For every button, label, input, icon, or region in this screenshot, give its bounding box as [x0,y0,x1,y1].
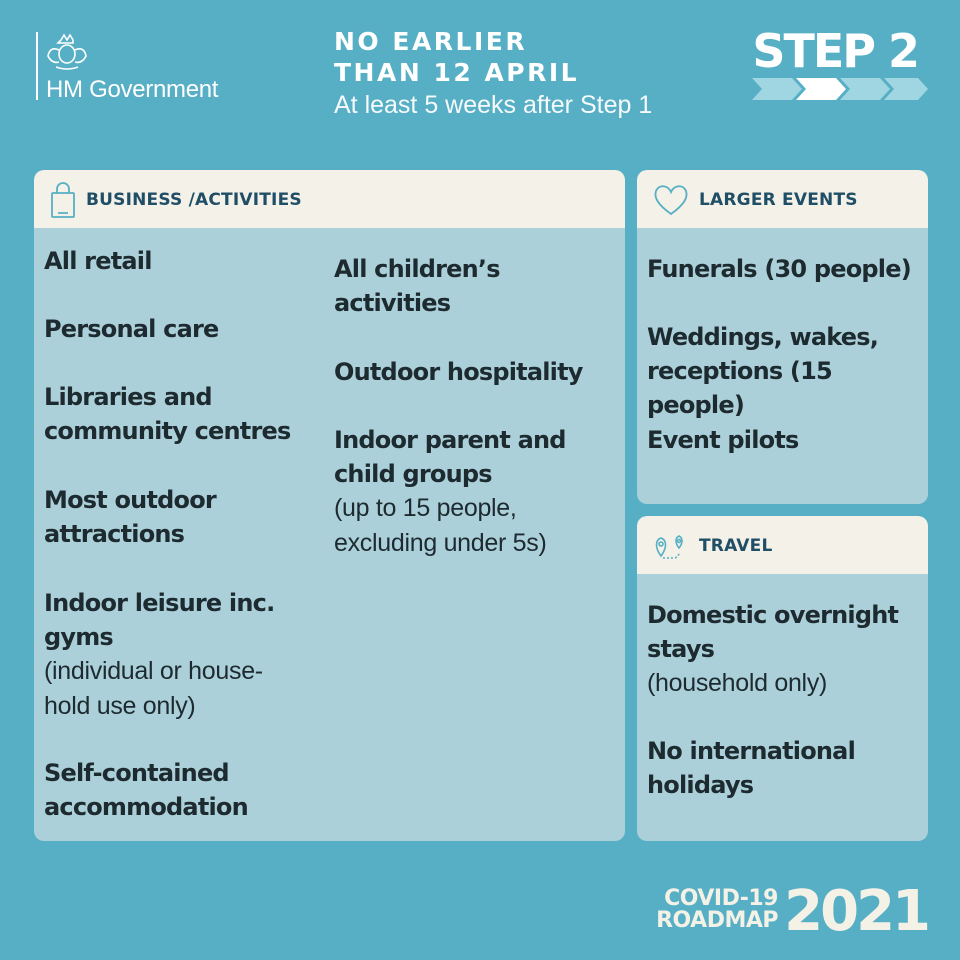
date-line-2: THAN 12 APRIL [334,58,580,87]
logo-divider [36,32,38,100]
step-label: STEP 2 [752,24,918,78]
business-item [44,483,324,551]
footer-line-2: ROADMAP [656,908,778,933]
date-line-1: NO EARLIER [334,27,528,56]
travel-card-header [637,516,928,574]
business-item-text: All retail [44,247,152,275]
heart-icon [651,180,691,220]
business-item [334,423,614,561]
business-item-text: Self-contained accommodation [44,759,248,821]
travel-card-title: TRAVEL [699,536,773,556]
business-item [44,380,324,448]
events-item [647,252,927,286]
business-item [334,355,614,389]
business-item-text: Personal care [44,315,219,343]
shopping-bag-icon [48,180,88,220]
org-name: HM Government [46,76,219,103]
larger-events-card [637,170,928,504]
hm-government-logo [36,32,256,102]
business-item-text: Libraries and community centres [44,383,291,445]
events-item-text: Event pilots [647,426,799,454]
events-item [647,423,927,457]
travel-card [637,516,928,841]
business-activities-card [34,170,625,841]
roadmap-footer [628,874,928,944]
business-item [44,586,324,724]
business-item-text: Outdoor hospitality [334,358,583,386]
roadmap-label [618,888,778,932]
footer-line-1: COVID-19 [664,886,778,911]
travel-item-text: No international holidays [647,737,856,799]
business-card-title: BUSINESS /ACTIVITIES [86,190,302,210]
travel-item-text: Domestic overnight stays [647,601,899,663]
progress-chevrons-icon [752,78,928,100]
date-heading [334,26,652,122]
business-item [334,252,614,320]
events-card-title: LARGER EVENTS [699,190,858,210]
royal-crest-icon [44,32,90,72]
business-item [44,244,324,278]
business-item-note: (individual or house- hold use only) [44,657,263,720]
events-item [647,320,927,422]
travel-item [647,734,927,802]
travel-item-note: (household only) [647,669,828,697]
business-item-text: Most outdoor attractions [44,486,216,548]
business-item-note: (up to 15 people, excluding under 5s) [334,494,547,557]
travel-item [647,598,927,701]
date-subtitle: At least 5 weeks after Step 1 [334,91,653,119]
roadmap-year: 2021 [784,879,928,944]
map-pin-route-icon [651,526,691,566]
business-item-text: Indoor leisure inc. gyms [44,589,275,651]
events-card-header [637,170,928,228]
business-item-text: Indoor parent and child groups [334,426,566,488]
business-card-header [34,170,625,228]
events-item-text: Weddings, wakes, receptions (15 people) [647,323,879,419]
business-item [44,756,324,824]
events-item-text: Funerals (30 people) [647,255,911,283]
business-item [44,312,324,346]
business-item-text: All children’s activities [334,255,500,317]
